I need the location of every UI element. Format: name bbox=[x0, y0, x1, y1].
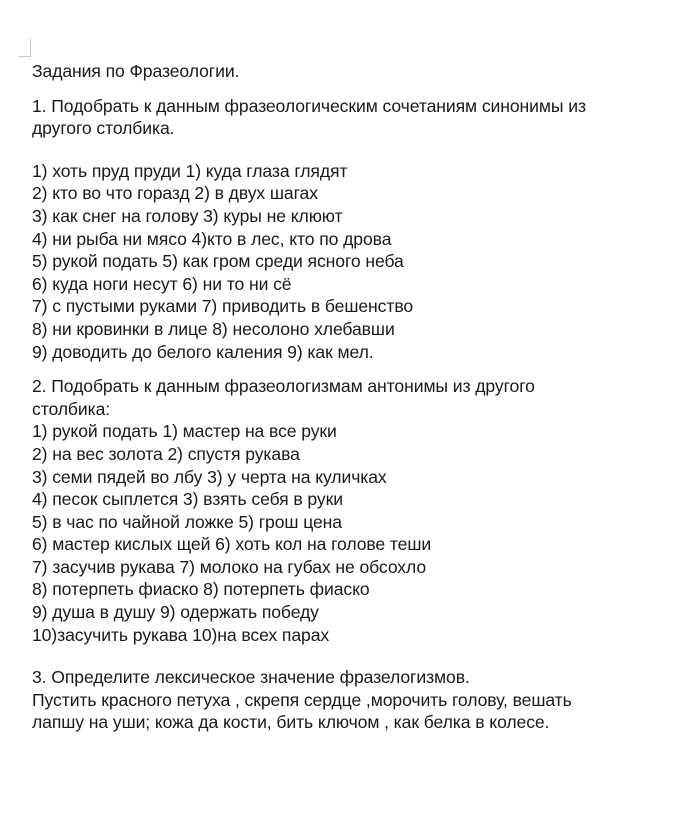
document-title: Задания по Фразеологии. bbox=[32, 61, 240, 81]
task-2-item: 4) песок сыплется 3) взять себя в руки bbox=[32, 489, 343, 510]
task-2 bbox=[32, 375, 672, 646]
task-1-item: 7) с пустыми руками 7) приводить в бешенство bbox=[32, 296, 414, 317]
task-3 bbox=[32, 666, 672, 734]
task-1-heading-line-2: другого столбика. bbox=[32, 118, 175, 139]
task-2-item: 9) душа в душу 9) одержать победу bbox=[32, 602, 319, 623]
task-2-item: 7) засучив рукава 7) молоко на губах не обсохло bbox=[32, 556, 427, 577]
task-1-item: 4) ни рыба ни мясо 4)кто в лес, кто по дрова bbox=[32, 228, 392, 249]
task-1-item: 8) ни кровинки в лице 8) несолоно хлебавши bbox=[32, 318, 395, 339]
task-1-item: 9) доводить до белого каления 9) как мел. bbox=[32, 341, 374, 362]
task-2-item: 6) мастер кислых щей 6) хоть кол на голове теши bbox=[32, 534, 432, 555]
task-3-body-line-2: лапшу на уши; кожа да кости, бить ключом , как белка в колесе. bbox=[32, 712, 550, 733]
task-2-heading-line-1: 2. Подобрать к данным фразеологизмам антонимы из другого bbox=[32, 376, 535, 397]
document-body bbox=[32, 60, 672, 734]
task-1-item: 6) куда ноги несут 6) ни то ни сё bbox=[32, 273, 292, 294]
task-2-item: 1) рукой подать 1) мастер на все руки bbox=[32, 421, 337, 442]
task-1-heading-line-1: 1. Подобрать к данным фразеологическим сочетаниям синонимы из bbox=[32, 95, 586, 116]
task-3-heading: 3. Определите лексическое значение фразелогизмов. bbox=[32, 667, 470, 688]
task-2-item: 2) на вес золота 2) спустя рукава bbox=[32, 443, 300, 464]
task-1-item: 2) кто во что горазд 2) в двух шагах bbox=[32, 183, 318, 204]
task-2-item: 3) семи пядей во лбу 3) у черта на куличках bbox=[32, 466, 387, 487]
task-1-item: 1) хоть пруд пруди 1) куда глаза глядят bbox=[32, 160, 348, 181]
task-2-item: 8) потерпеть фиаско 8) потерпеть фиаско bbox=[32, 579, 370, 600]
task-1-item: 5) рукой подать 5) как гром среди ясного неба bbox=[32, 251, 404, 272]
task-2-item: 10)засучить рукава 10)на всех парах bbox=[32, 624, 330, 645]
task-2-heading-line-2: столбика: bbox=[32, 398, 111, 419]
task-1 bbox=[32, 95, 672, 364]
task-1-item: 3) как снег на голову 3) куры не клюют bbox=[32, 205, 343, 226]
page-corner-marker bbox=[18, 38, 31, 57]
task-3-body-line-1: Пустить красного петуха , скрепя сердце ,морочить голову, вешать bbox=[32, 689, 572, 710]
task-2-item: 5) в час по чайной ложке 5) грош цена bbox=[32, 511, 342, 532]
